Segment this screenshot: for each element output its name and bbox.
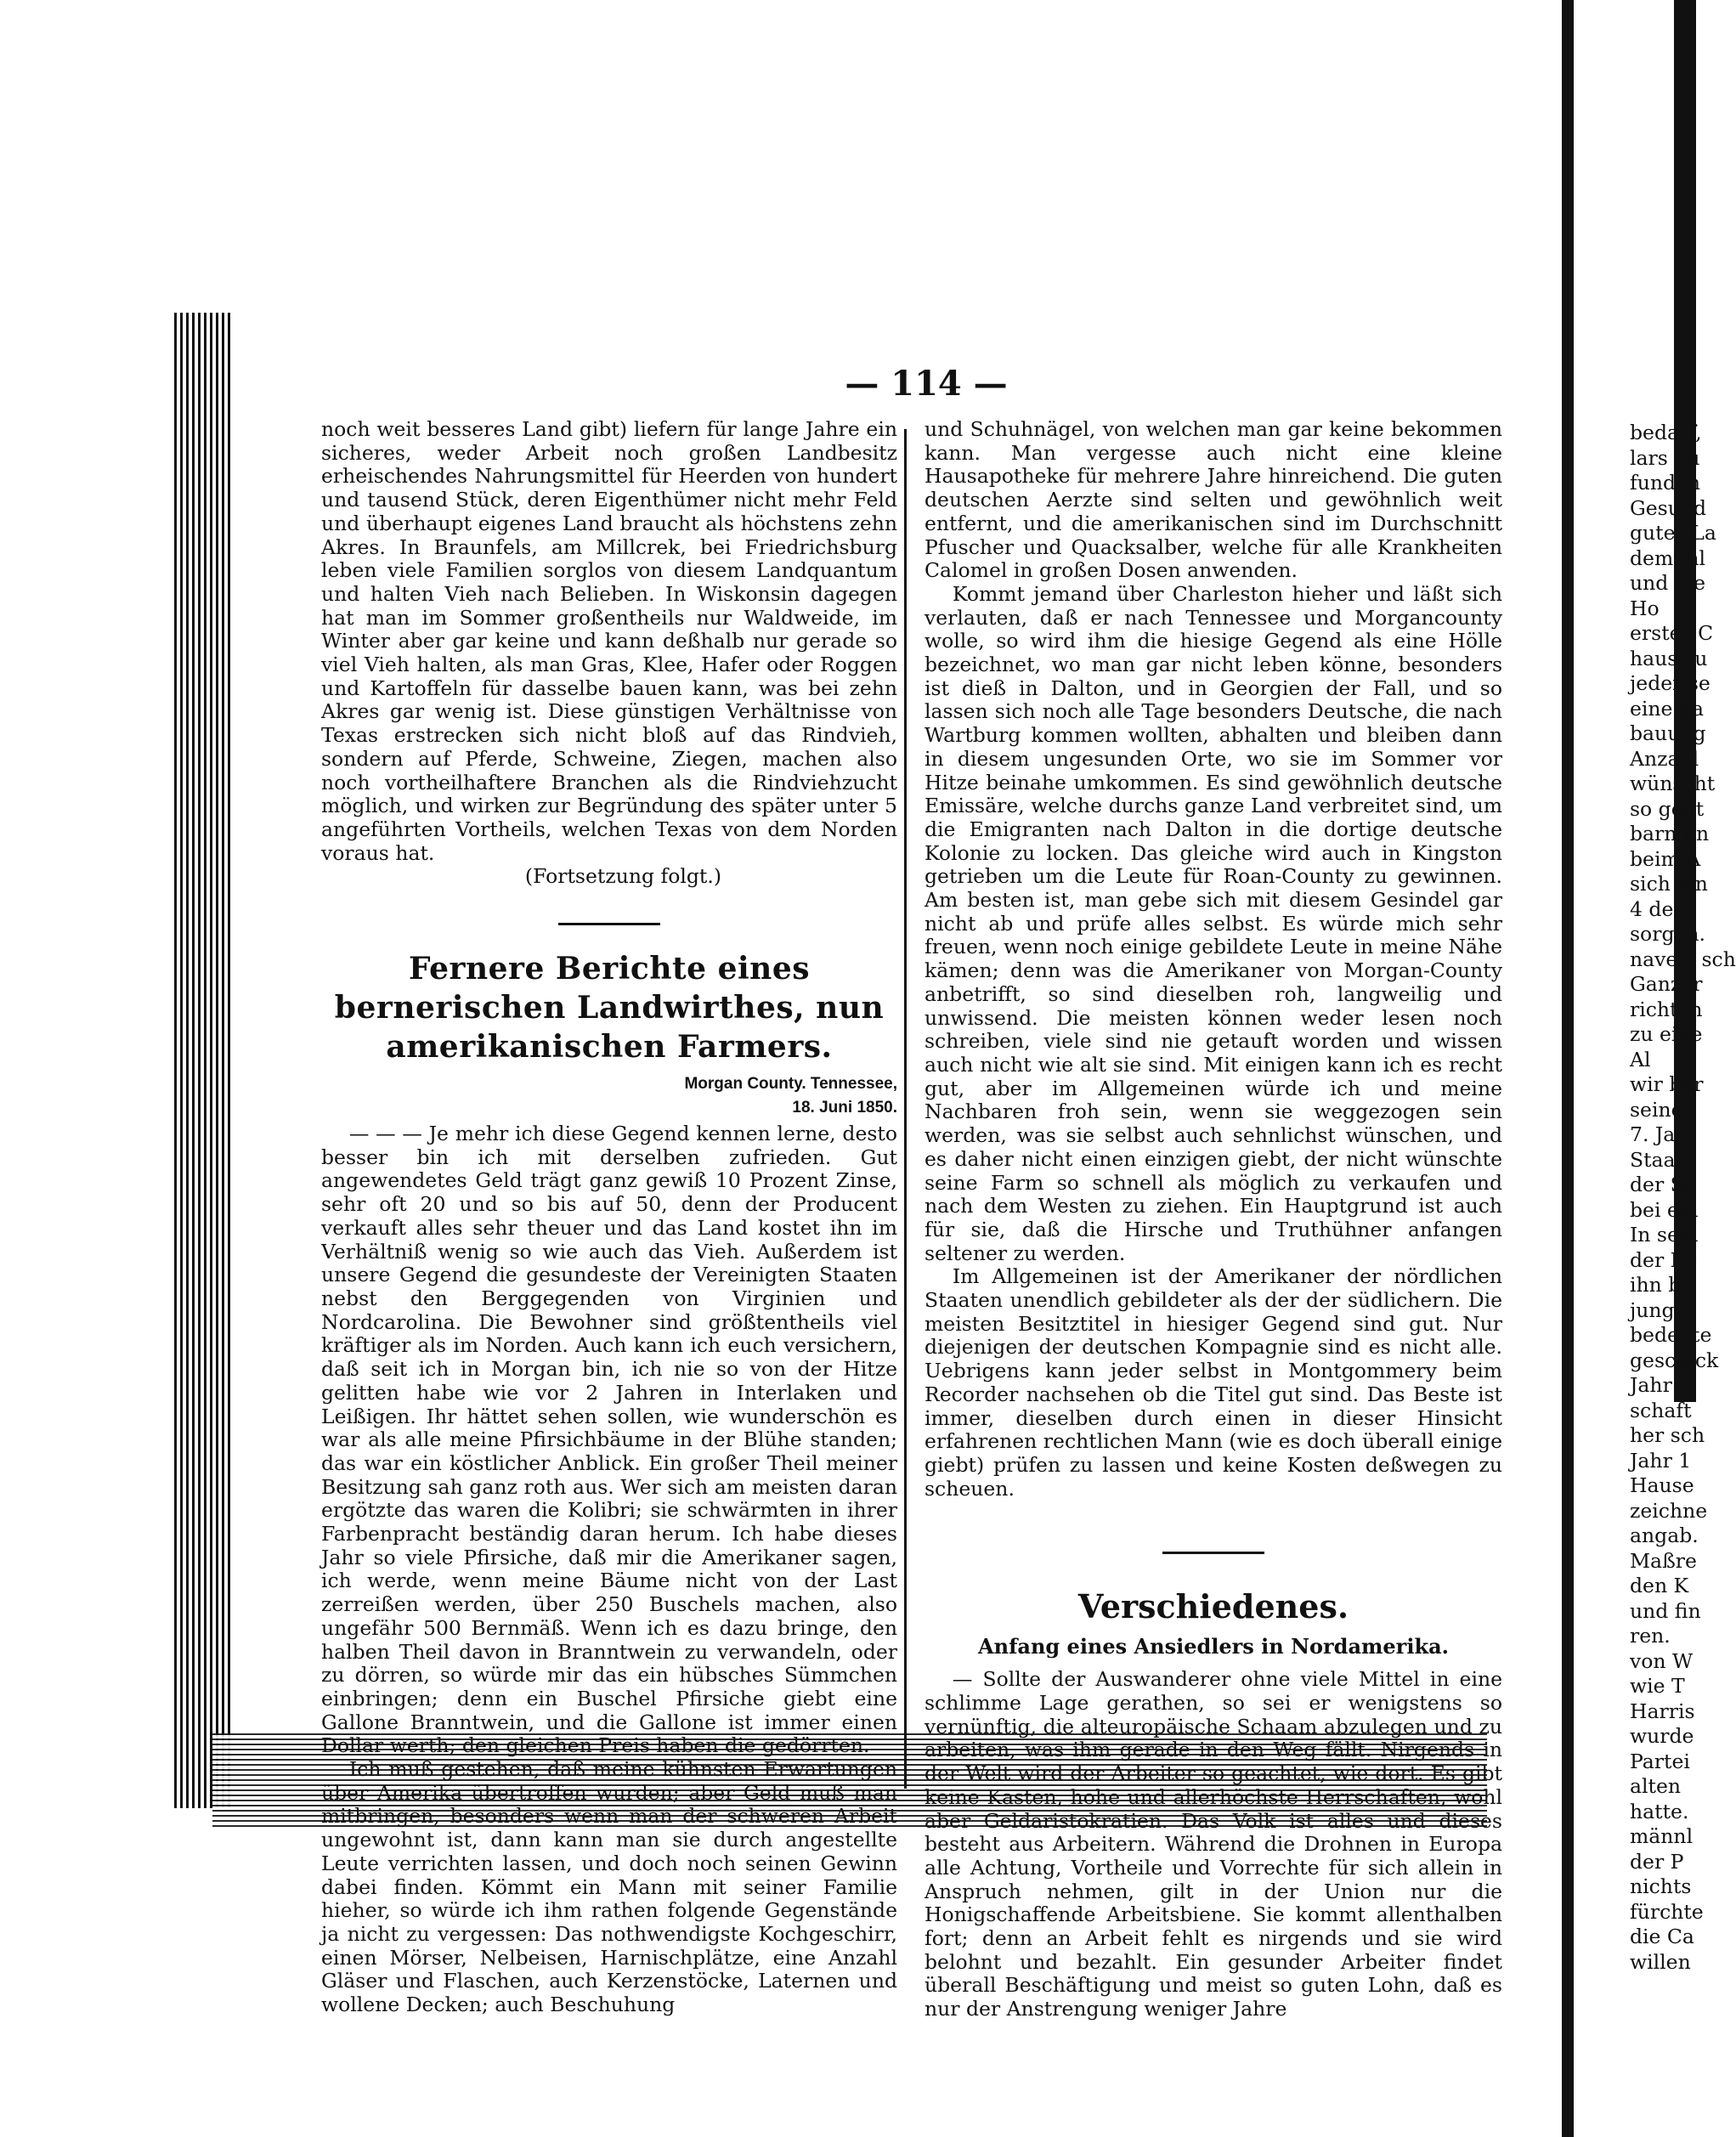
fragment-line: schaft <box>1630 1398 1692 1422</box>
fragment-line: erstes C <box>1630 621 1714 645</box>
fragment-line: wir ber <box>1630 1072 1704 1096</box>
right-para-2: Kommt jemand über Charleston hieher und läßt sich verlauten, daß er nach Tennessee und Morgancounty wolle, so wird ihm die hiesige Gegend als eine Hölle bezeichnet, wo man gar nicht leben könne, besonders ist dieß in Dalton, und in Georgien der Fall, und so lassen sich noch alle Tage besonders Deutsche, die nach Wartburg kommen wollten, abhalten und bleiben dann in diesem ungesunden Orte, wo sie im Sommer vor Hitze beinahe umkommen. Es sind gewöhnlich deutsche Emissäre, welche durchs ganze Land verbreitet sind, um die Emigranten nach Dalton in die dortige deutsche Kolonie zu locken. Das gleiche wird auch in Kingston getrieben um die Leute für Roan-County zu gewinnen. Am besten ist, man gebe sich mit diesem Gesindel gar nicht ab und prüfe alles selbst. Es würde mich sehr freuen, wenn noch einige gebildete Leute in meine Nähe kämen; denn was die Amerikaner von Morgan-County anbetrifft, so sind dieselben roh, langweilig und unwissend. Die meisten können weder lesen noch schreiben, viele sind nie getauft worden und wissen auch nicht wie alt sie sind. Mit einigen kann ich es recht gut, aber im Allgemeinen würde ich und meine Nachbaren froh sein, wenn sie weggezogen sein werden, was sie selbst auch sehnlichst wünschen, und es daher nicht einen einzigen giebt, der nicht wünschte seine Farm so schnell als möglich zu verkaufen und nach dem Westen zu ziehen. Ein Hauptgrund ist auch für sie, daß die Hirsche und Truthühner anfangen seltener zu werden. <box>925 581 1502 1265</box>
fragment-line: alten <box>1630 1774 1682 1798</box>
fragment-line: Staate <box>1630 1147 1695 1172</box>
fragment-line: beim A <box>1630 846 1701 871</box>
fragment-line: von W <box>1630 1648 1694 1673</box>
fragment-line: bei ein <box>1630 1197 1699 1222</box>
fragment-line: navert sch <box>1630 947 1736 971</box>
fragment-line: Harris <box>1630 1699 1695 1723</box>
page-gutter-rule <box>1562 0 1574 2137</box>
right-para-4: — Sollte der Auswanderer ohne viele Mittel in eine schlimme Lage gerathen, so sei er wenigstens so vernünftig, die alteuropäische Schaam abzulegen und zu arbeiten, was ihm gerade in den Weg fällt. Nirgends in der Welt wird der Arbeiter so geachtet, wie dort. Es gibt keine Kasten, hohe und allerhöchste Herrschaften, wohl aber Geldaristokratien. Das Volk ist alles und dieses besteht aus Arbeitern. Während die Drohnen in Europa alle Achtung, Vortheile und Vorrechte für sich allein in Anspruch nehmen, gilt in der Union nur die Honigschaffende Arbeitsbiene. Sie kommt allenthalben fort; denn an Arbeit fehlt es nirgends und sie wird belohnt und bezahlt. Ein gesunder Arbeiter findet überall Beschäftigung und meist so guten Lohn, daß es nur der Anstrengung weniger Jahre <box>925 1667 1502 2021</box>
fragment-line: Gesund <box>1630 495 1707 520</box>
fragment-line: und me <box>1630 571 1705 595</box>
fragment-line: angab. <box>1630 1524 1699 1547</box>
fragment-line: guter La <box>1630 521 1716 545</box>
fragment-line: ren. <box>1630 1624 1671 1648</box>
fragment-line: wie T <box>1630 1674 1685 1698</box>
fragment-line: eine pa <box>1630 696 1704 721</box>
fragment-line: und fin <box>1630 1598 1701 1623</box>
fragment-line: fürchte <box>1630 1899 1704 1924</box>
fragment-line: der Re <box>1630 1247 1698 1272</box>
continuation-note: (Fortsetzung folgt.) <box>524 864 721 889</box>
right-para-3: Im Allgemeinen ist der Amerikaner der nördlichen Staaten unendlich gebildeter als der der südlichern. Die meisten Besitztitel in hiesiger Gegend sind gut. Nur diejenigen der deutschen Kompagnie sind es nicht alle. Uebrigens kann jeder selbst in Montgommery beim Recorder nachsehen ob die Titel gut sind. Das Beste ist immer, dieselben durch einen in dieser Hinsicht erfahrenen rechtlichen Mann (wie es doch überall einige giebt) prüfen zu lassen und keine Kosten deßwegen zu scheuen. <box>925 1264 1502 1501</box>
fragment-line: Jahr 1 <box>1630 1448 1692 1473</box>
fragment-line: willen <box>1630 1949 1691 1974</box>
column-divider <box>904 429 907 1789</box>
right-para-1: und Schuhnägel, von welchen man gar keine bekommen kann. Man vergesse auch nicht eine kleine Hausapotheke für mehrere Jahre hinreichend. Die guten deutschen Aerzte sind selten und gewöhnlich weit entfernt, und die amerikanischen sind im Durchschnitt Pfuscher und Quacksalber, welche für alle Krankheiten Calomel in großen Dosen anwenden. <box>925 417 1502 583</box>
fragment-line: Partei <box>1630 1749 1690 1773</box>
article-divider <box>558 923 660 925</box>
fragment-line: so geht <box>1630 796 1705 821</box>
section-subtitle: Anfang eines Ansiedlers in Nordamerika. <box>978 1634 1449 1659</box>
fragment-line: nichts <box>1630 1874 1692 1898</box>
left-para-2: — — — Je mehr ich diese Gegend kennen lerne, desto besser bin ich mit derselben zufrieden. Gut angewendetes Geld trägt ganz gewiß 10 Prozent Zinse, sehr oft 20 und so bis auf 50, denn der Producent verkauft alles sehr theuer und das Land kostet ihn im Verhältniß wenig so wie auch das Vieh. Außerdem ist unsere Gegend die gesundeste der Vereinigten Staaten nebst den Berggegenden von Virginien und Nordcarolina. Die Bewohner sind größtentheils viel kräftiger als im Norden. Auch kann ich euch versichern, daß seit ich in Morgan bin, ich nie so von der Hitze gelitten habe wie vor 2 Jahren in Interlaken und Leißigen. Ihr hättet sehen sollen, wie wunderschön es war als alle meine Pfirsichbäume in der Blühe standen; das war ein köstlicher Anblick. Ein großer Theil meiner Besitzung sah ganz roth aus. Wer sich am meisten daran ergötzte das waren die Kolibri; sie schwärmten in ihrer Farbenpracht beständig daran herum. Ich habe dieses Jahr so viele Pfirsiche, daß mir die Amerikaner sagen, ich werde, wenn meine Bäume nicht von der Last zerreißen werden, über 250 Buschels machen, also ungefähr 500 Bernmäß. Wenn ich es dazu bringe, den halben Theil davon in Branntwein zu verwandeln, oder zu dörren, so würde mir das ein hübsches Sümmchen einbringen; denn ein Buschel Pfirsiche giebt eine Gallone Branntwein, und die Gallone ist immer einen Dollar werth; den gleichen Preis haben die gedörrten. <box>321 1122 897 1758</box>
fragment-line: den K <box>1630 1574 1689 1597</box>
fragment-line: Al <box>1630 1047 1651 1071</box>
fragment-line: Ho <box>1630 596 1660 620</box>
fragment-line: demühl <box>1630 546 1706 570</box>
fragment-line: hatte. <box>1630 1799 1689 1823</box>
fragment-line: 4 der <box>1630 896 1683 921</box>
fragment-line: der P <box>1630 1849 1684 1874</box>
fragment-line: ihn be <box>1630 1273 1694 1297</box>
fragment-line: seinen <box>1630 1097 1696 1122</box>
left-column <box>321 418 897 2017</box>
fragment-line: zu eine <box>1630 1022 1703 1046</box>
fragment-line: bedeute <box>1630 1323 1712 1347</box>
fragment-line: Ganzer <box>1630 972 1703 996</box>
fragment-line: wurde <box>1630 1724 1694 1748</box>
fragment-line: bauung <box>1630 721 1706 745</box>
book-page-edges-left <box>174 313 234 1808</box>
fragment-line: sorgen. <box>1630 922 1705 946</box>
dateline-place: Morgan County. Tennessee, <box>684 1075 897 1094</box>
fragment-line: männl <box>1630 1824 1694 1848</box>
fragment-line: barn un <box>1630 822 1710 845</box>
fragment-line: geschick <box>1630 1348 1719 1372</box>
fragment-line: Jahr 1 <box>1630 1373 1692 1397</box>
fragment-line: wünscht <box>1630 772 1716 795</box>
dateline-date: 18. Juni 1850. <box>792 1099 897 1117</box>
fragment-line: sich ein <box>1630 872 1708 896</box>
fragment-line: lars bü <box>1630 445 1700 470</box>
fragment-line: richten <box>1630 997 1703 1021</box>
section-divider <box>1162 1552 1264 1554</box>
fragment-line: Anzahl <box>1630 746 1699 771</box>
fragment-line: jeder se <box>1630 671 1711 695</box>
fragment-line: Maßre <box>1630 1548 1697 1573</box>
fragment-line: her sch <box>1630 1423 1705 1447</box>
fragment-line: haus zu <box>1630 646 1708 670</box>
fragment-line: Hause <box>1630 1473 1694 1497</box>
fragment-line: der Sa <box>1630 1173 1696 1196</box>
right-column <box>925 418 1502 2021</box>
fragment-line: junge <box>1630 1297 1687 1322</box>
fragment-line: zeichne <box>1630 1498 1708 1523</box>
fragment-line: die Ca <box>1630 1925 1694 1948</box>
article-headline: Fernere Berichte eines bernerischen Landwirthes, nun amerikanischen Farmers. <box>334 951 885 1066</box>
fragment-line: 7. Jan <box>1630 1122 1688 1146</box>
fragment-line: In sein <box>1630 1223 1699 1247</box>
left-para-3: Ich muß gestehen, daß meine kühnsten Erwartungen über Amerika übertroffen wurden; aber Geld muß man mitbringen, besonders wenn man der schweren Arbeit ungewohnt ist, dann kann man sie durch angestellte Leute verrichten lassen, und doch noch seinen Gewinn dabei finden. Kömmt ein Mann mit seiner Familie hieher, so würde ich ihm rathen folgende Gegenstände ja nicht zu vergessen: Das nothwendigste Kochgeschirr, einen Mörser, Nelbeisen, Harnischplätze, eine Anzahl Gläser und Flaschen, auch Kerzenstöcke, Laternen und wollene Decken; auch Beschuhung <box>321 1757 897 2017</box>
fragment-line: funden <box>1630 471 1701 495</box>
section-title: Verschiedenes. <box>1077 1587 1349 1626</box>
fragment-line: bedarf, <box>1630 421 1702 444</box>
page-number: — 114 — <box>845 364 1008 404</box>
next-page-fragments <box>1630 421 1736 1975</box>
left-para-1: noch weit besseres Land gibt) liefern für lange Jahre ein sicheres, weder Arbeit noch großen Landbesitz erheischendes Nahrungsmittel für Heerden von hundert und tausend Stück, deren Eigenthümer nicht mehr Feld und überhaupt eigenes Land braucht als höchstens zehn Akres. In Braunfels, am Millcrek, bei Friedrichsburg leben viele Familien sorglos von diesem Landquantum und halten Vieh nach Belieben. In Wiskonsin dagegen hat man im Sommer großentheils nur Waldweide, im Winter aber gar keine und kann deßhalb nur gerade so viel Vieh halten, als man Gras, Klee, Hafer oder Roggen und Kartoffeln für dasselbe bauen kann, was bei zehn Akres gar wenig ist. Diese günstigen Verhältnisse von Texas erstrecken sich nicht bloß auf das Rindvieh, sondern auf Pferde, Schweine, Ziegen, machen also noch vortheilhaftere Branchen als die Rindviehzucht möglich, und wirken zur Begründung des später unter 5 angeführten Vortheils, welchen Texas von dem Norden voraus hat. <box>321 417 897 865</box>
